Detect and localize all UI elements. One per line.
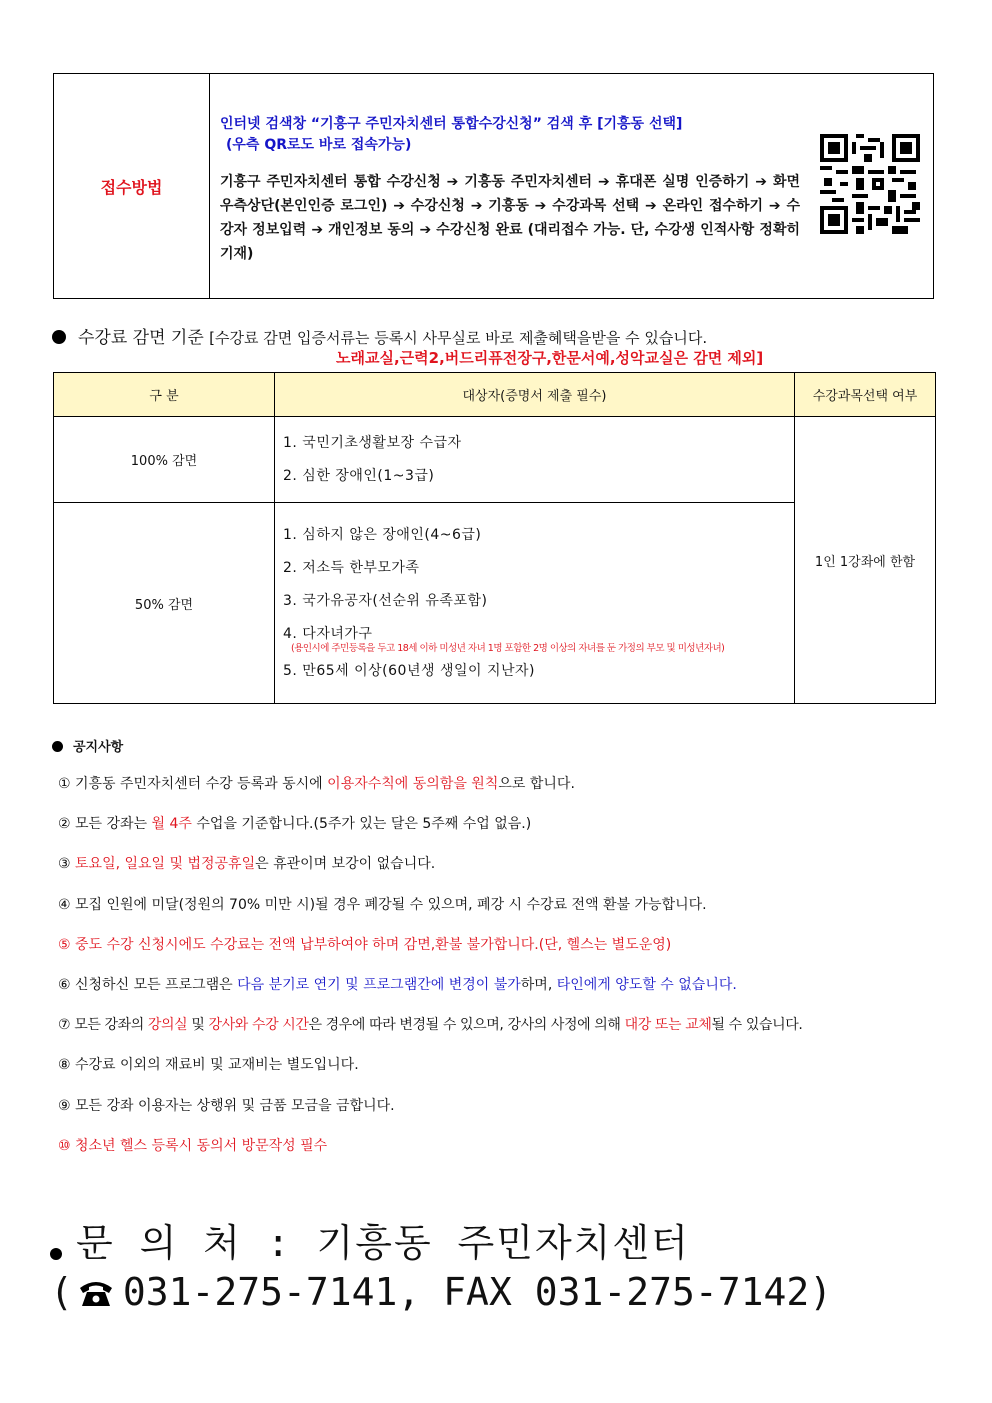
method-steps: 기흥구 주민자치센터 통합 수강신청 ➔ 기흥동 주민자치센터 ➔ 휴대폰 실명 인증하기 ➔ 화면 우측상단(본인인증 로그인) ➔ 수강신청 ➔ 기흥동 ➔ 수강과목 선택 ➔ 온라인 접수하기 ➔ 수강자 정보입력 ➔ 개인정보 동의 ➔ 수강신청 완료 (대리접수 가능. 단, 수강생 인적사항 정확히 기재) <box>220 174 800 262</box>
full-discount-targets <box>275 417 795 503</box>
notice-item-6 <box>58 973 802 1013</box>
notice-text: 될 수 있습니다. <box>711 1017 803 1034</box>
notice-highlight: 월 4주 <box>151 816 192 833</box>
notice-text: ③ <box>58 856 76 873</box>
list-item: 2. 저소득 한부모가족 <box>283 559 420 576</box>
notice-highlight: 대강 또는 교체 <box>624 1017 712 1034</box>
notice-text: 하며, <box>520 976 557 993</box>
list-item: 2. 심한 장애인(1~3급) <box>283 467 435 484</box>
notice-item-8: ⑧ 수강료 이외의 재료비 및 교재비는 별도입니다. <box>58 1057 359 1074</box>
method-content <box>210 74 933 298</box>
list-item: 1. 심하지 않은 장애인(4~6급) <box>283 526 482 543</box>
contact-org: 기흥동 주민자치센터 <box>316 1221 690 1265</box>
notice-text: 은 경우에 따라 변경될 수 있으며, 강사의 사정에 의해 <box>308 1017 625 1034</box>
bullet-icon <box>52 741 63 752</box>
qr-code-icon[interactable] <box>820 134 920 234</box>
fee-heading-line <box>52 323 707 348</box>
notice-item-5: ⑤ 중도 수강 신청시에도 수강료는 전액 납부하여야 하며 감면,환불 불가합니다.(단, 헬스는 별도운영) <box>58 936 672 953</box>
notice-item-7 <box>58 1013 802 1053</box>
notice-text: 으로 합니다. <box>498 776 575 792</box>
full-discount-label: 100% 감면 <box>54 417 275 503</box>
method-box <box>53 73 934 299</box>
notice-text: ⑥ 신청하신 모든 프로그램은 <box>58 976 238 993</box>
notice-text: ⑦ 모든 강좌의 <box>58 1017 148 1034</box>
notice-highlight: 이용자수칙에 동의함을 원칙 <box>327 776 499 792</box>
header-category: 구 분 <box>54 373 275 417</box>
method-label: 접수방법 <box>54 74 210 298</box>
half-discount-label: 50% 감면 <box>54 503 275 704</box>
notice-item-10: ⑩ 청소년 헬스 등록시 동의서 방문작성 필수 <box>58 1137 328 1154</box>
notice-highlight: 강사와 수강 시간 <box>208 1017 309 1034</box>
fee-heading: 수강료 감면 기준 <box>78 328 204 348</box>
list-item: 3. 국가유공자(선순위 유족포함) <box>283 592 488 609</box>
notice-list <box>58 772 802 1174</box>
fee-table <box>53 372 936 704</box>
multi-child-note: (용인시에 주민등록을 두고 18세 이하 미성년 자녀 1명 포함한 2명 이상의 자녀를 둔 가정의 부모 및 미성년자녀) <box>291 642 725 654</box>
notice-item-4: ④ 모집 인원에 미달(정원의 70% 미만 시)될 경우 폐강될 수 있으며, 폐강 시 수강료 전액 환불 가능합니다. <box>58 896 707 913</box>
notice-text: 은 휴관이며 보강이 없습니다. <box>255 856 436 873</box>
notice-text: 및 <box>187 1017 209 1034</box>
notice-highlight: 타인에게 양도할 수 없습니다. <box>556 976 737 993</box>
method-qr-note: (우측 QR로도 바로 접속가능) <box>226 137 412 153</box>
telephone-icon <box>77 1278 115 1308</box>
half-discount-targets <box>275 503 795 704</box>
notice-highlight: 강의실 <box>147 1017 188 1034</box>
list-item: 4. 다자녀가구 <box>283 625 373 642</box>
phone-paren: ( <box>50 1270 73 1314</box>
fee-note: [수강료 감면 입증서류는 등록시 사무실로 바로 제출혜택을받을 수 있습니다. <box>209 329 708 347</box>
header-target: 대상자(증명서 제출 필수) <box>275 373 795 417</box>
contact-phone-line <box>50 1270 832 1314</box>
fee-table-header <box>54 373 936 417</box>
method-search-instruction: 인터넷 검색창 “기흥구 주민자치센터 통합수강신청” 검색 후 [기흥동 선택] <box>220 116 683 132</box>
notice-highlight: 다음 분기로 연기 및 프로그램간에 변경이 불가 <box>237 976 521 993</box>
fee-exclusion: 노래교실,근력2,버드리퓨전장구,한문서예,성악교실은 감면 제외] <box>336 349 764 367</box>
notice-text: ① 기흥동 주민자치센터 수강 등록과 동시에 <box>58 776 328 792</box>
list-item: 5. 만65세 이상(60년생 생일이 지난자) <box>283 662 535 679</box>
notice-text: ② 모든 강좌는 <box>58 816 152 833</box>
contact-phone[interactable]: 031-275-7141, FAX 031-275-7142) <box>122 1270 833 1314</box>
notice-item-9: ⑨ 모든 강좌 이용자는 상행위 및 금품 모금을 금합니다. <box>58 1097 395 1114</box>
notice-highlight: 토요일, 일요일 및 법정공휴일 <box>75 856 256 873</box>
list-item: 1. 국민기초생활보장 수급자 <box>283 434 462 451</box>
notice-item-2 <box>58 812 802 852</box>
contact-line <box>50 1212 690 1267</box>
notice-text: 수업을 기준합니다.(5주가 있는 달은 5주째 수업 없음.) <box>191 816 532 833</box>
notice-item-1 <box>58 772 802 812</box>
bullet-icon <box>52 330 66 344</box>
table-row <box>54 417 936 503</box>
bullet-icon <box>50 1248 62 1260</box>
contact-label: 문 의 처 : <box>76 1221 292 1265</box>
header-selection: 수강과목선택 여부 <box>795 373 936 417</box>
notice-heading: 공지사항 <box>73 740 124 755</box>
notice-item-3 <box>58 852 802 892</box>
notice-heading-line <box>52 736 123 755</box>
selection-limit: 1인 1강좌에 한함 <box>795 417 936 704</box>
